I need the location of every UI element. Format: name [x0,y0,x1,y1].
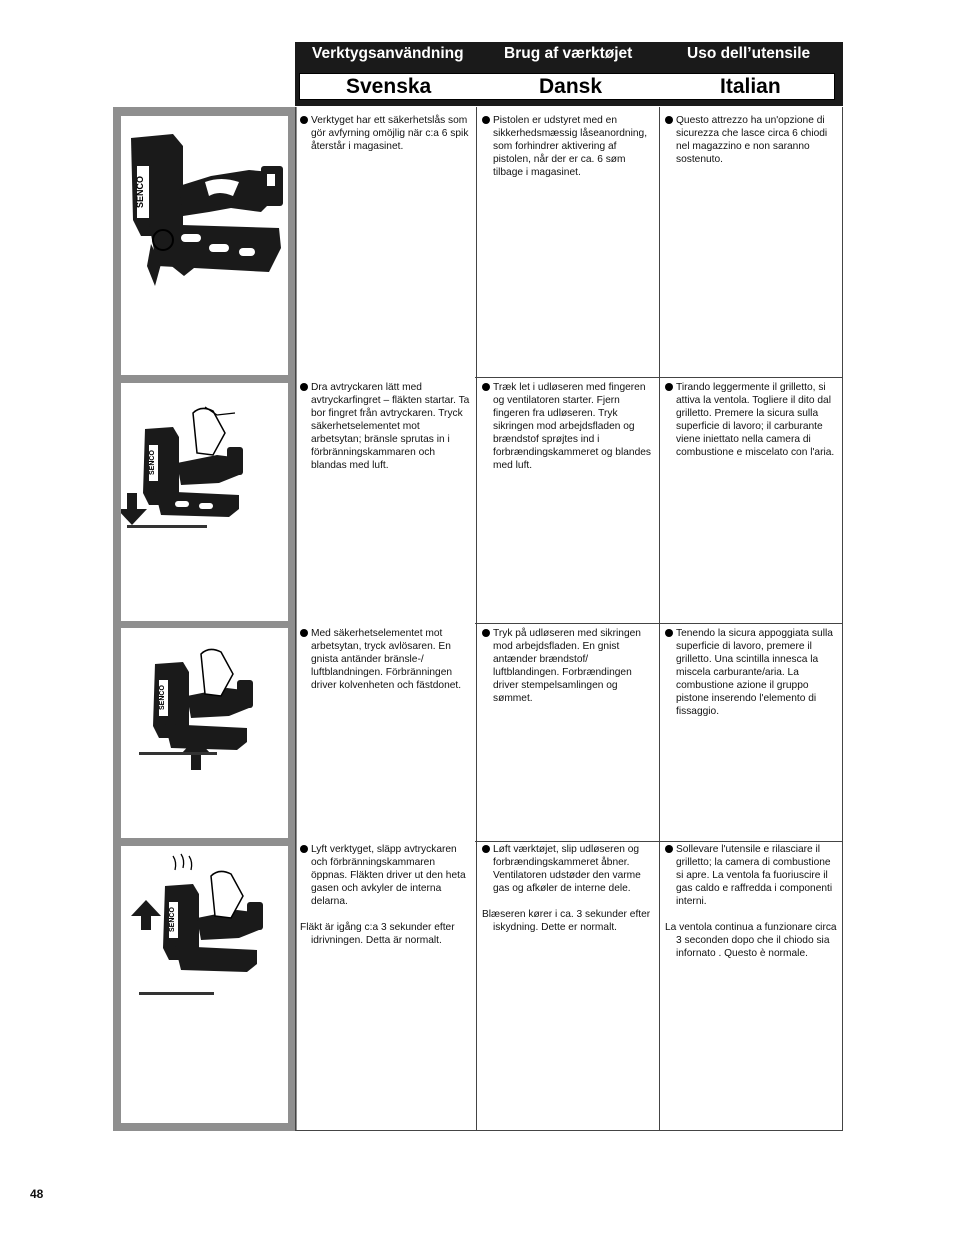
illustration-4 [121,846,288,1123]
step-text: Verktyget har ett säkerhetslås som gör avfyrning omöjlig när c:a 6 spik återstår i magasinet. [311,115,469,152]
paragraph [665,114,837,166]
column-divider [476,107,477,1131]
language-svenska: Svenska [346,75,432,98]
nailer-magazine-illustration [121,116,288,375]
text-cell-dansk-1 [482,114,654,179]
paragraph [300,114,472,153]
bullet-icon [300,629,308,637]
paragraph [665,627,837,718]
step-text: Sollevare l'utensile e rilasciare il grilletto; la camera di combustione si apre. La ventola fa fuoriuscire il gas caldo e raffredda i componenti interni. [676,844,833,907]
step-text: Træk let i udløseren med fingeren og ventilatoren starter. Fjern fingeren fra udløseren. Tryk sikringen mod arbejdsfladen og brændstof sprøjtes ind i forbrændingskammeret og blandes med luft. [493,382,651,471]
text-cell-dansk-3 [482,627,654,705]
table-header [295,42,843,106]
text-cell-svenska-2 [300,381,472,472]
subtitle-dansk: Brug af værktøjet [504,45,633,62]
paragraph [665,921,837,960]
subtitle-italian: Uso dell’utensile [687,45,811,62]
subtitle-svenska: Verktygsanvändning [312,45,464,62]
step-text: Pistolen er udstyret med en sikkerhedsmæssig låseanordning, som forhindrer aktivering af pistolen, når der er ca. 6 søm tilbage i magasinet. [493,115,648,178]
column-divider [659,107,660,1131]
text-cell-svenska-3 [300,627,472,692]
text-cell-italian-1 [665,114,837,166]
bullet-icon [300,116,308,124]
column-divider [295,107,296,1131]
bullet-icon [482,116,490,124]
column-divider [842,107,843,1131]
page-number: 48 [30,1187,44,1201]
step-text: Dra avtryckaren lätt med avtryckarfingret – fläkten startar. Ta bor fingret från avtryckaren. Tryck säkerhetselementet mot arbetsytan; bränsle sprutas in i förbränningskammaren och blandas med luft. [311,382,470,471]
step-text: Lyft verktyget, släpp avtryckaren och förbränningskammaren öppnas. Fläkten driver ut den heta gasen och avkyler de interna delarna. [311,844,466,907]
text-cell-italian-3 [665,627,837,718]
bullet-icon [665,116,673,124]
text-cell-dansk-4 [482,843,654,934]
paragraph [482,908,654,934]
nailer-lift-illustration [121,846,288,1123]
language-dansk: Dansk [539,75,603,98]
text-cell-dansk-2 [482,381,654,472]
bullet-icon [665,383,673,391]
row-divider [475,377,843,378]
step-text: Løft værktøjet, slip udløseren og forbrændingskammeret åbner. Ventilatoren udstøder den varme gas og afkøler de interne dele. [493,844,641,894]
text-cell-italian-4 [665,843,837,960]
paragraph [300,843,472,908]
bullet-icon [300,383,308,391]
text-cell-svenska-4 [300,843,472,947]
illustration-3 [121,628,288,838]
brand-logo: SENCO [149,450,156,475]
step-note: La ventola continua a funzionare circa 3 seconden dopo che il chiodo sia infornato . Questo è normale. [665,922,837,959]
bullet-icon [482,845,490,853]
paragraph [482,381,654,472]
bullet-icon [665,845,673,853]
step-text: Med säkerhetselementet mot arbetsytan, tryck avlösaren. En gnista antänder bränsle-/ luftblandningen. Förbränningen driver kolvenheten och fästdonet. [311,628,462,691]
paragraph [482,627,654,705]
paragraph [482,843,654,895]
language-italian: Italian [720,75,781,98]
step-text: Questo attrezzo ha un'opzione di sicurezza che lasce circa 6 chiodi nel magazzino e non saranno sostenuto. [676,115,828,165]
nailer-fire-illustration [121,628,288,838]
step-note: Blæseren kører i ca. 3 sekunder efter iskydning. Dette er normalt. [482,909,651,933]
brand-logo: SENCO [169,907,176,932]
paragraph [300,381,472,472]
step-text: Tirando leggermente il grilletto, si attiva la ventola. Togliere il dito dal grilletto. Premere la sicura sulla superficie di lavoro; il carburante viene iniettato nella camera di combustione e miscelato con l'aria. [676,382,835,458]
row-divider [475,841,843,842]
row-divider [295,1130,843,1131]
text-cell-svenska-1 [300,114,472,153]
language-bar [299,73,835,100]
paragraph [300,921,472,947]
nailer-press-illustration [121,383,288,621]
text-cell-italian-2 [665,381,837,459]
brand-logo: SENCO [159,685,166,710]
paragraph [482,114,654,179]
step-text: Tryk på udløseren med sikringen mod arbejdsfladen. En gnist antænder brændstof/ luftblandingen. Forbrændingen driver stempelsamlingen og sømmet. [493,628,641,704]
paragraph [665,843,837,908]
illustration-1 [121,116,288,375]
bullet-icon [482,629,490,637]
step-note: Fläkt är igång c:a 3 sekunder efter idrivningen. Detta är normalt. [300,922,455,946]
paragraph [300,627,472,692]
bullet-icon [482,383,490,391]
paragraph [665,381,837,459]
instruction-table [295,107,843,1131]
step-text: Tenendo la sicura appoggiata sulla superficie di lavoro, premere il grilletto. Una scintilla innesca la miscela carburante/aria. La combustione azione il gruppo pistone inserendo l'elemento di fissaggio. [676,628,833,717]
brand-logo: SENCO [135,175,145,208]
row-divider [475,623,843,624]
bullet-icon [665,629,673,637]
bullet-icon [300,845,308,853]
illustration-2 [121,383,288,621]
